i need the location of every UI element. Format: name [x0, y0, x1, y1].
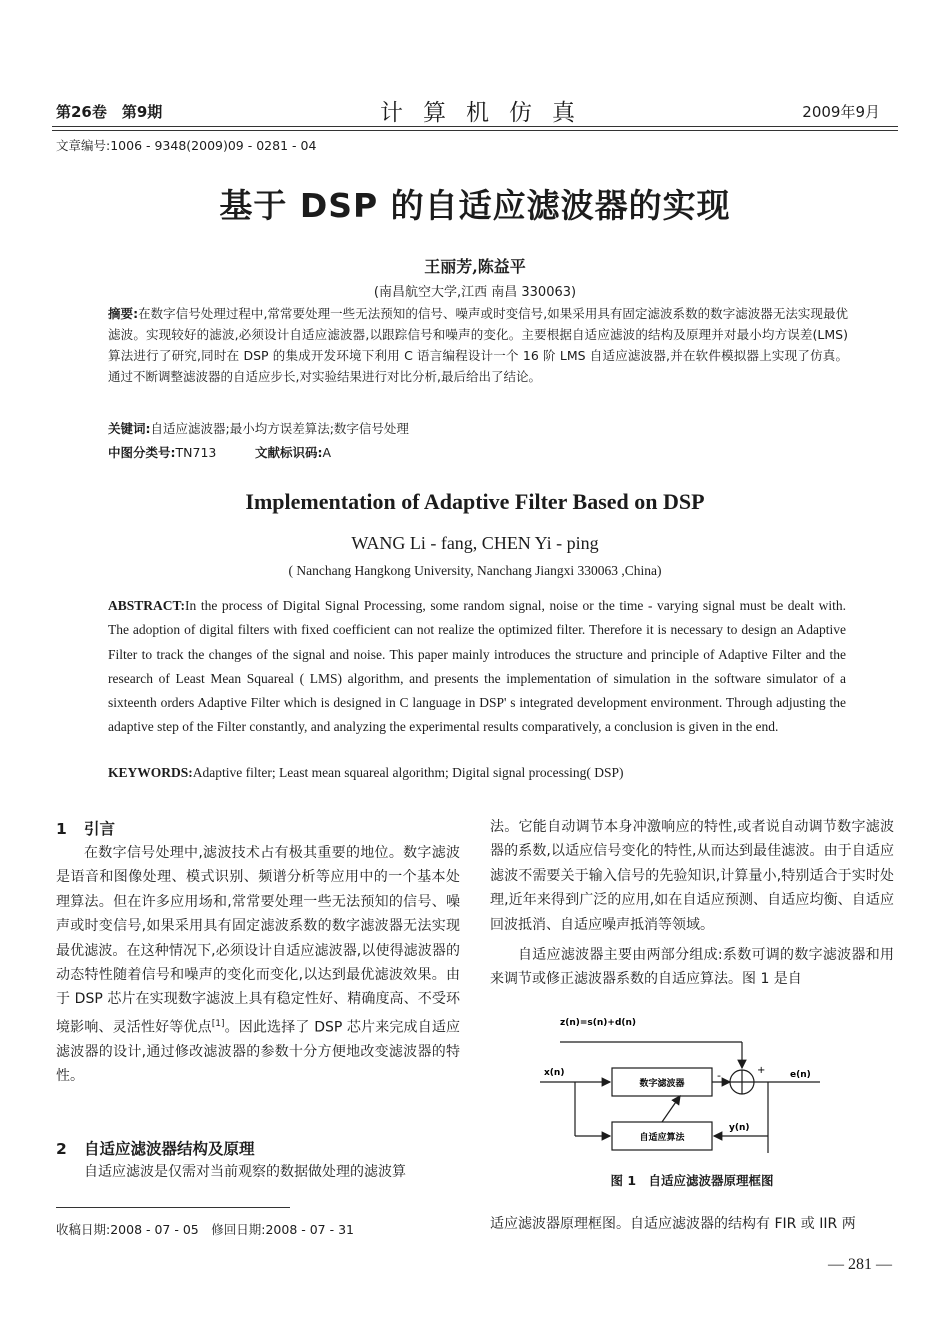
section-1-number: 1	[56, 820, 67, 838]
document-code-value: A	[322, 445, 332, 460]
section-1-text: 在数字信号处理中,滤波技术占有极其重要的地位。数字滤波是语音和图像处理、模式识别、频谱分析等应用中的一个基本处理算法。但在许多应用场和,常常要处理一些无法预知的信号、噪声或时变信号,如果采用具有固定滤波系数的数字滤波器无法实现最优滤波。在这种情况下,必须设计自适应滤波器,以使得滤波器的动态特性随着信号和噪声的变化而变化,以达到最优滤波效果。由于 DSP 芯片在实现数字滤波上具有稳定性好、精确度高、不受环境影响、灵活性好等优点	[56, 845, 460, 1036]
section-2-title: 自适应滤波器结构及原理	[84, 1140, 255, 1158]
classification-label: 中图分类号:	[108, 445, 176, 460]
affiliation-english: ( Nanchang Hangkong University, Nanchang Jiangxi 330063 ,China)	[288, 563, 662, 578]
feedback-label: y(n)	[729, 1123, 750, 1133]
abstract-english-label: ABSTRACT:	[108, 598, 186, 613]
section-1-heading	[56, 817, 115, 839]
right-column-text	[490, 815, 894, 992]
abstract-english	[108, 594, 846, 740]
section-2-heading	[56, 1137, 255, 1159]
minus-sign: -	[717, 1069, 721, 1082]
article-number: 文章编号:1006 - 9348(2009)09 - 0281 - 04	[56, 138, 317, 153]
section-1-title: 引言	[84, 820, 116, 838]
header-rule-thin	[52, 130, 898, 131]
affiliation-chinese: (南昌航空大学,江西 南昌 330063)	[373, 285, 577, 300]
figure-1-caption: 图 1 自适应滤波器原理框图	[610, 1173, 774, 1188]
figure-1-block-diagram	[520, 1015, 880, 1180]
right-paragraph-2: 自适应滤波器主要由两部分组成:系数可调的数字滤波器和用来调节或修正滤波器系数的自适应算法。图 1 是自	[490, 947, 894, 988]
footnote-rule	[56, 1207, 290, 1208]
section-2-number: 2	[56, 1140, 67, 1158]
page-number: — 281 —	[828, 1256, 892, 1273]
citation-1: [1]	[211, 1018, 225, 1029]
input-label: x(n)	[544, 1068, 565, 1078]
keywords-english-label: KEYWORDS:	[108, 765, 193, 780]
right-column-continuation	[490, 1212, 894, 1236]
keywords-chinese	[108, 419, 848, 437]
section-2-paragraph: 自适应滤波是仅需对当前观察的数据做处理的滤波算	[84, 1164, 406, 1180]
title-chinese: 基于 DSP 的自适应滤波器的实现	[219, 186, 731, 225]
coefficient-update-arrow	[662, 1096, 680, 1122]
adaptive-algorithm-label: 自适应算法	[639, 1133, 685, 1143]
abstract-chinese	[108, 303, 848, 387]
keywords-chinese-text: 自适应滤波器;最小均方误差算法;数字信号处理	[150, 421, 409, 436]
abstract-chinese-label: 摘要:	[108, 306, 139, 321]
section-1-body	[56, 841, 460, 1089]
header-rule-thick	[52, 126, 898, 127]
authors-chinese: 王丽芳,陈益平	[424, 257, 526, 276]
figure-top-label: z(n)=s(n)+d(n)	[560, 1018, 637, 1028]
title-english: Implementation of Adaptive Filter Based on DSP	[245, 489, 705, 514]
keywords-english-text: Adaptive filter; Least mean squareal algorithm; Digital signal processing( DSP)	[192, 765, 624, 780]
abstract-english-text: In the process of Digital Signal Processing, some random signal, noise or the time - varying signal must be dealt with. The adoption of digital filters with fixed coefficient can not realize the optimized filter. Therefore it is necessary to design an Adaptive Filter to track the changes of the signal and noise. This paper mainly introduces the structure and principle of Adaptive Filter and the research of Least Mean Squareal ( LMS) algorithm, and presents the implementation of simulation in the software simulator of a sixteenth orders Adaptive Filter which is designed in C language in DSP' s integrated development environment. Through adjusting the adaptive step of the Filter constantly, and analyzing the experimental results comparatively, a conclusion is given in the end.	[108, 598, 846, 735]
document-code-label: 文献标识码:	[255, 445, 323, 460]
plus-sign: +	[757, 1065, 766, 1076]
journal-name: 计算机仿真	[380, 100, 595, 126]
classification-value: TN713	[175, 445, 217, 460]
digital-filter-label: 数字滤波器	[639, 1079, 685, 1089]
authors-english: WANG Li - fang, CHEN Yi - ping	[351, 533, 599, 553]
classification-number	[108, 443, 216, 461]
section-1-text-end: 。因此选择了 DSP 芯片来完成自适应滤波器的设计,通过修改滤波器的参数十分方便地改变滤波器的特性。	[56, 1019, 461, 1085]
section-1-paragraph	[56, 841, 460, 1089]
right-paragraph-1: 法。它能自动调节本身冲激响应的特性,或者说自动调节数字滤波器的系数,以适应信号变化的特性,从而达到最佳滤波。由于自适应滤波不需要关于输入信号的先验知识,计算量小,特别适合于实时处理,近年来得到广泛的应用,如在自适应预测、自适应均衡、自适应回波抵消、自适应噪声抵消等领域。	[490, 819, 894, 933]
output-label: e(n)	[790, 1070, 811, 1080]
section-2-body	[56, 1160, 460, 1184]
keywords-english	[108, 765, 846, 781]
right-paragraph-3: 适应滤波器原理框图。自适应滤波器的结构有 FIR 或 IIR 两	[490, 1216, 856, 1232]
document-code	[255, 443, 331, 461]
journal-volume-issue: 第26卷 第9期	[56, 103, 163, 121]
journal-date: 2009年9月	[802, 103, 880, 121]
keywords-chinese-label: 关键词:	[108, 421, 151, 436]
received-dates: 收稿日期:2008 - 07 - 05 修回日期:2008 - 07 - 31	[56, 1222, 354, 1237]
abstract-chinese-text: 在数字信号处理过程中,常常要处理一些无法预知的信号、噪声或时变信号,如果采用具有固定滤波系数的数字滤波器无法实现最优滤波。实现较好的滤波,必须设计自适应滤波器,以跟踪信号和噪声的变化。主要根据自适应滤波的结构及原理并对最小均方误差(LMS)算法进行了研究,同时在 DSP 的集成开发环境下利用 C 语言编程设计一个 16 阶 LMS 自适应滤波器,并在软件模拟器上实现了仿真。通过不断调整滤波器的自适应步长,对实验结果进行对比分析,最后给出了结论。	[108, 306, 849, 384]
